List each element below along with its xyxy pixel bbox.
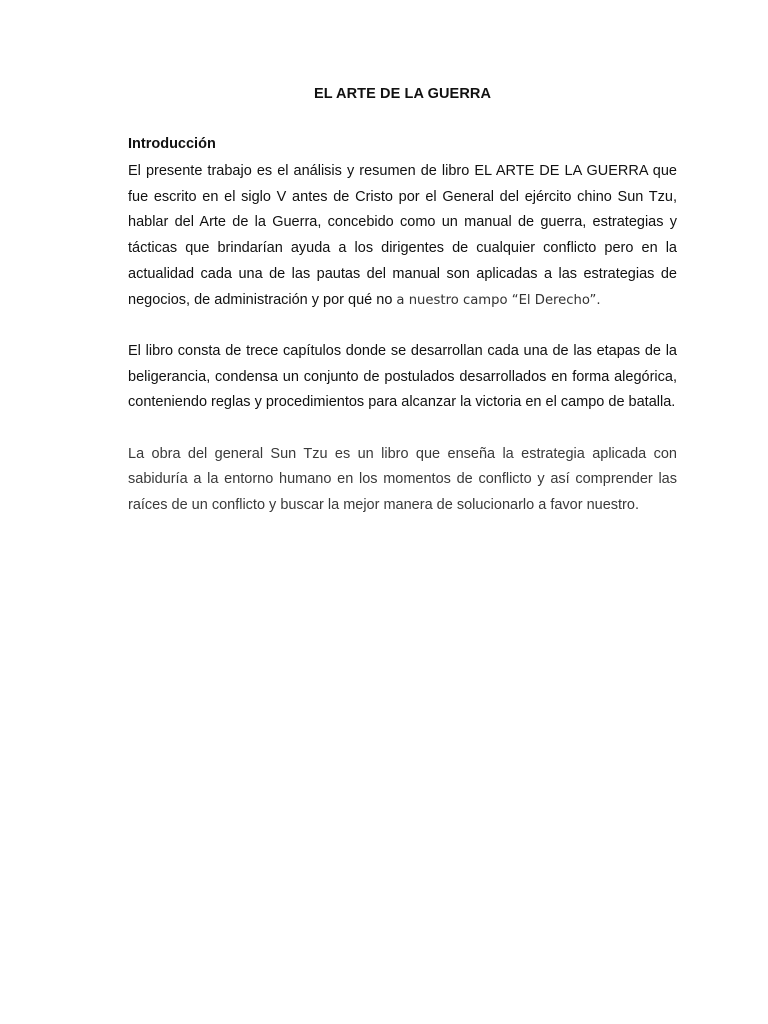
section-heading-introduccion: Introducción [128,136,216,152]
paragraph-sun-tzu-work: La obra del general Sun Tzu es un libro que enseña la estrategia aplicada con sabiduría a la entorno humano en los momentos de conflicto y así comprender las raíces de un conflicto y buscar la mejor manera de solucionarlo a favor nuestro. [128,445,677,514]
paragraph-book-structure: El libro consta de trece capítulos donde se desarrollan cada una de las etapas de la beligerancia, condensa un conjunto de postulados desarrollados en forma alegórica, conteniendo reglas y procedimientos para alcanzar la victoria en el campo de batalla. [128,342,677,411]
document-title: EL ARTE DE LA GUERRA [313,86,492,102]
paragraph-introduction-tail: a nuestro campo “El Derecho”. [396,292,601,308]
document-body [128,84,677,545]
paragraph-introduction-main: El presente trabajo es el análisis y resumen de libro EL ARTE DE LA GUERRA que fue escrito en el siglo V antes de Cristo por el General del ejército chino Sun Tzu, hablar del Arte de la Guerra, concebido como un manual de guerra, estrategias y tácticas que brindarían ayuda a los dirigentes de cualquier conflicto pero en la actualidad cada una de las pautas del manual son aplicadas a las estrategias de negocios, de administración y por qué no [128,163,677,308]
paragraph-introduction [128,159,677,313]
